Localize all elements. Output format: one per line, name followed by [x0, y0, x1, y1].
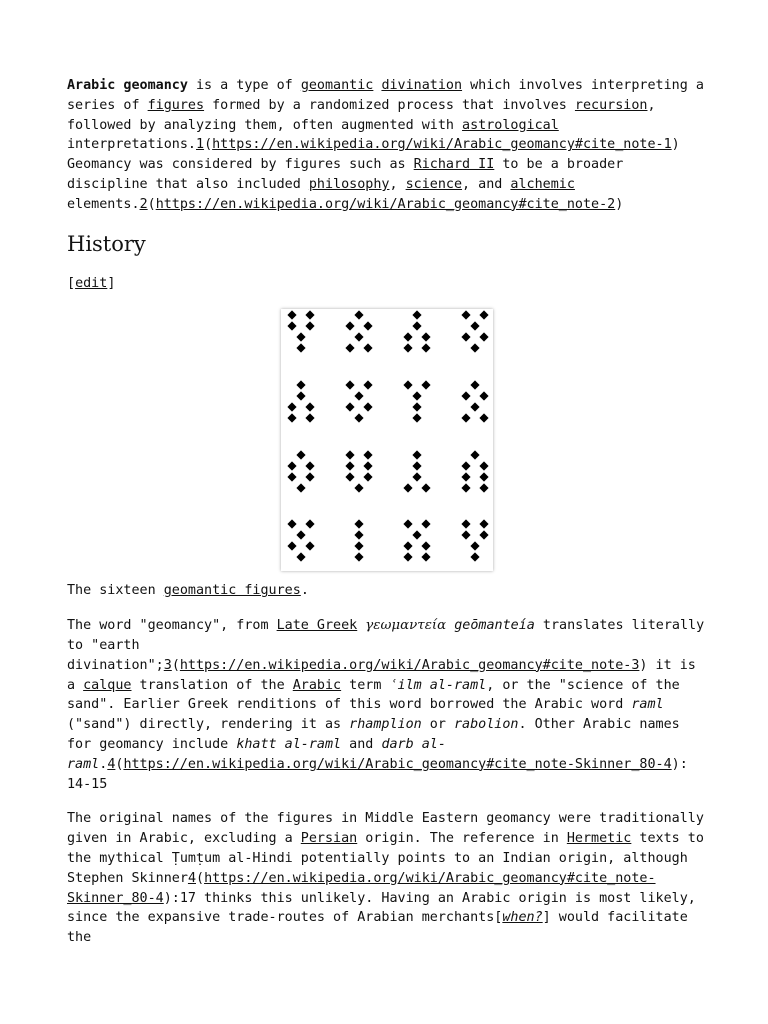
geomantic-dot — [354, 531, 363, 540]
text: or — [421, 717, 454, 733]
geomantic-dot — [461, 484, 470, 493]
geomantic-dot — [412, 451, 421, 460]
term-rhamplion: rhamplion — [349, 717, 422, 733]
geomantic-dot — [363, 322, 372, 331]
cite-url-3[interactable]: https://en.wikipedia.org/wiki/Arabic_geomancy#cite_note-3 — [179, 657, 640, 673]
etymology-paragraph — [67, 616, 707, 794]
geomantic-dot — [479, 311, 488, 320]
geomantic-dot — [470, 403, 479, 412]
geomantic-dot — [345, 451, 354, 460]
geomantic-dot — [354, 484, 363, 493]
geomantic-dot — [363, 381, 372, 390]
text: , followed by analyzing them, often augmented with — [67, 97, 656, 133]
geomantic-dot — [345, 403, 354, 412]
geomantic-dot — [470, 553, 479, 562]
cite-url-4b[interactable]: https://en.wikipedia.org/wiki/Arabic_geomancy#cite_note-Skinner_80-4 — [67, 870, 656, 906]
link-science[interactable]: science — [405, 176, 463, 192]
intro-paragraph — [67, 76, 707, 215]
link-figures[interactable]: figures — [147, 97, 205, 113]
link-alchemic[interactable]: alchemic — [510, 176, 575, 192]
geomantic-dot — [345, 473, 354, 482]
geomantic-dot — [461, 520, 470, 529]
bracket: ] — [107, 275, 116, 291]
text: formed by a randomized process that involves — [204, 97, 575, 113]
geomantic-dot — [412, 531, 421, 540]
geomantic-dot — [479, 392, 488, 401]
geomantic-dot — [287, 462, 296, 471]
geomantic-dot — [412, 392, 421, 401]
geomantic-dot — [412, 403, 421, 412]
edit-section — [67, 274, 707, 294]
term-khatt-al-raml: khatt al-raml — [236, 736, 342, 752]
geomantic-dot — [479, 333, 488, 342]
geomantic-dot — [470, 381, 479, 390]
geomantic-dot — [403, 333, 412, 342]
geomantic-dot — [305, 311, 314, 320]
text: The word "geomancy", from — [67, 618, 277, 634]
text: ) Geomancy was considered by figures such as — [67, 137, 680, 173]
greek-term: γεωμαντεία — [365, 618, 447, 634]
geomantic-dot — [470, 344, 479, 353]
cite-url-1[interactable]: https://en.wikipedia.org/wiki/Arabic_geomancy#cite_note-1 — [212, 137, 672, 153]
text: and — [341, 736, 382, 752]
link-recursion[interactable]: recursion — [574, 97, 648, 113]
geomantic-dot — [305, 462, 314, 471]
geomantic-dot — [421, 520, 430, 529]
term-ilm-al-raml: ʿilm al-raml — [389, 677, 487, 693]
geomantic-dot — [305, 473, 314, 482]
text: translates literally to "earth divination"; — [67, 618, 705, 673]
geomantic-dot — [296, 333, 305, 342]
article-title-bold: Arabic geomancy — [67, 78, 188, 93]
geomantic-dot — [403, 484, 412, 493]
geomantic-dot — [479, 531, 488, 540]
geomantic-dot — [296, 553, 305, 562]
link-astrological[interactable]: astrological — [462, 117, 559, 133]
geomantic-dot — [421, 381, 430, 390]
geomantic-dot — [287, 311, 296, 320]
geomantic-dot — [461, 333, 470, 342]
text: ( — [171, 657, 180, 673]
geomantic-dot — [345, 344, 354, 353]
cite-ref-2[interactable]: 2 — [139, 196, 148, 212]
geomantic-dot — [479, 473, 488, 482]
geomantic-dot — [479, 462, 488, 471]
text: ( — [196, 870, 205, 886]
bracket: [ — [67, 275, 76, 291]
origin-paragraph — [67, 809, 707, 948]
geomantic-dot — [287, 403, 296, 412]
geomantic-dot — [305, 322, 314, 331]
geomantic-dot — [412, 462, 421, 471]
geomantic-dot — [470, 542, 479, 551]
text: translation of the — [131, 677, 293, 693]
transliteration: geōmanteía — [454, 618, 535, 634]
text: origin. The reference in — [357, 831, 567, 847]
link-arabic[interactable]: Arabic — [292, 677, 342, 693]
text: . Other Arabic names for geomancy include — [67, 717, 680, 752]
geomantic-dot — [412, 473, 421, 482]
link-richard-ii[interactable]: Richard II — [413, 157, 495, 173]
text: The sixteen — [67, 583, 164, 599]
geomantic-dot — [305, 542, 314, 551]
term-rabolion: rabolion — [453, 717, 519, 733]
geomantic-dot — [354, 414, 363, 423]
geomantic-dot — [345, 462, 354, 471]
geomantic-dot — [461, 531, 470, 540]
text: to be a broader discipline that also included — [67, 157, 624, 192]
text: , or the "science of the sand". Earlier Greek renditions of this word borrowed the Arabic word — [67, 677, 680, 713]
cite-ref-4[interactable]: 4 — [107, 756, 116, 772]
figure-caption — [67, 581, 707, 601]
text: is a type of — [187, 78, 301, 93]
text: ) — [615, 196, 624, 212]
geomantic-dot — [345, 322, 354, 331]
geomantic-dot — [421, 484, 430, 493]
text: elements. — [67, 196, 140, 212]
geomantic-dot — [287, 322, 296, 331]
geomantic-dot — [470, 322, 479, 331]
geomantic-dot — [421, 344, 430, 353]
cite-url-2[interactable]: https://en.wikipedia.org/wiki/Arabic_geomancy#cite_note-2 — [155, 196, 616, 212]
link-geomantic[interactable]: geomantic — [300, 78, 374, 93]
geomantic-dot — [345, 381, 354, 390]
geomantic-dot — [287, 414, 296, 423]
cite-ref-1[interactable]: 1 — [196, 137, 205, 153]
text: which involves interpreting a series of — [67, 78, 704, 113]
geomantic-dot — [296, 531, 305, 540]
geomantic-dot — [296, 484, 305, 493]
geomantic-dot — [354, 553, 363, 562]
text: . — [99, 756, 108, 772]
geomantic-dot — [363, 344, 372, 353]
text: ( — [115, 756, 124, 772]
geomantic-dot — [461, 392, 470, 401]
geomantic-dot — [403, 520, 412, 529]
geomantic-dot — [363, 403, 372, 412]
geomantic-dot — [363, 451, 372, 460]
text: ( — [147, 196, 156, 212]
when-label: when? — [502, 910, 543, 926]
text: term — [341, 677, 390, 693]
link-divination[interactable]: divination — [381, 78, 463, 93]
text: ) it is a — [67, 657, 696, 693]
text: , and — [462, 176, 511, 192]
geomantic-dot — [461, 311, 470, 320]
text: interpretations. — [67, 137, 196, 153]
geomantic-figures-image[interactable] — [281, 309, 493, 571]
geomantic-dot — [354, 392, 363, 401]
text: ( — [204, 137, 213, 153]
geomantic-dot — [354, 333, 363, 342]
geomantic-dot — [479, 484, 488, 493]
text: . — [300, 583, 309, 599]
geomantic-dot — [354, 311, 363, 320]
geomantic-dot — [403, 344, 412, 353]
cite-ref-3[interactable]: 3 — [163, 657, 172, 673]
geomantic-dot — [287, 542, 296, 551]
link-philosophy[interactable]: philosophy — [308, 176, 390, 192]
geomantic-dot — [354, 520, 363, 529]
geomantic-dot — [296, 451, 305, 460]
geomantic-dot — [305, 414, 314, 423]
geomantic-dot — [403, 381, 412, 390]
text: ("sand") directly, rendering it as — [67, 717, 350, 733]
link-calque[interactable]: calque — [83, 677, 132, 693]
geomantic-dot — [305, 520, 314, 529]
geomantic-dot — [296, 344, 305, 353]
geomantic-dot — [412, 322, 421, 331]
geomantic-dot — [470, 451, 479, 460]
text: ):17 thinks this unlikely. Having an Arabic origin is most likely, since the expansive trade-routes of Arabian merchants[ — [67, 890, 696, 926]
text: texts to the mythical Ṭumṭum al-Hindi potentially points to an Indian origin, although Stephen Skinner — [67, 831, 704, 886]
link-persian[interactable]: Persian — [300, 831, 358, 847]
geomantic-dot — [412, 414, 421, 423]
geomantic-dot — [354, 542, 363, 551]
link-late-greek[interactable]: Late Greek — [276, 618, 358, 634]
link-geomantic-figures[interactable]: geomantic figures — [163, 583, 301, 599]
text: ): 14-15 — [67, 756, 688, 792]
geomantic-figures-graphic — [281, 309, 493, 571]
geomantic-dot — [296, 392, 305, 401]
geomantic-dot — [421, 553, 430, 562]
geomantic-dot — [412, 311, 421, 320]
link-hermetic[interactable]: Hermetic — [566, 831, 632, 847]
geomantic-dot — [296, 381, 305, 390]
geomantic-dot — [403, 542, 412, 551]
figure-container — [67, 309, 707, 571]
geomantic-dot — [461, 414, 470, 423]
geomantic-dot — [421, 542, 430, 551]
geomantic-dot — [479, 520, 488, 529]
geomantic-dot — [461, 462, 470, 471]
geomantic-dot — [305, 403, 314, 412]
term-raml: raml — [631, 697, 664, 713]
text: The original names of the figures in Middle Eastern geomancy were traditionally given in Arabic, excluding a — [67, 811, 704, 847]
edit-link[interactable]: edit — [75, 275, 108, 291]
geomantic-dot — [421, 333, 430, 342]
section-heading-history: History — [67, 231, 146, 256]
text: , — [389, 176, 406, 192]
geomantic-dot — [363, 462, 372, 471]
geomantic-dot — [287, 473, 296, 482]
geomantic-dot — [479, 414, 488, 423]
geomantic-dot — [461, 473, 470, 482]
link-when-needed[interactable] — [502, 910, 542, 925]
article-body — [67, 76, 707, 963]
term-darb-al-raml: darb al-raml — [67, 736, 446, 772]
text: ] would facilitate the — [67, 910, 688, 946]
geomantic-dot — [363, 473, 372, 482]
cite-url-4[interactable]: https://en.wikipedia.org/wiki/Arabic_geomancy#cite_note-Skinner_80-4 — [123, 756, 672, 772]
cite-ref-4b[interactable]: 4 — [187, 870, 196, 886]
geomantic-dot — [287, 520, 296, 529]
geomantic-dot — [403, 553, 412, 562]
